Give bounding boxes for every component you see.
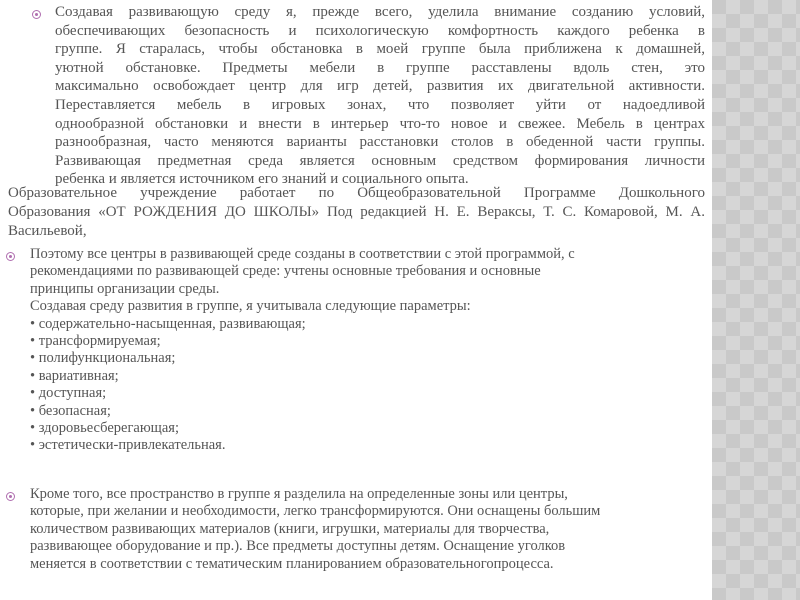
bullet-icon xyxy=(6,492,15,501)
text-line: • трансформируемая; xyxy=(30,333,161,350)
decorative-pattern-strip xyxy=(712,0,800,600)
text-line: Поэтому все центры в развивающей среде созданы в соответствии с этой программой, с xyxy=(30,246,575,262)
text-line: обеспечивающих безопасность и психологическую комфортность каждого ребенка в xyxy=(55,22,705,39)
text-line: уютной обстановке. Предметы мебели в группе расставлены вдоль стен, это xyxy=(55,59,705,76)
text-line: рекомендациями по развивающей среде: учтены основные требования и основные xyxy=(30,263,541,280)
text-line: • доступная; xyxy=(30,385,107,402)
text-line: меняется в соответствии с тематическим планированием образовательногопроцесса. xyxy=(30,555,554,572)
text-line: Кроме того, все пространство в группе я разделила на определенные зоны или центры, xyxy=(30,486,568,502)
text-line: однообразной обстановки и внести в интерьер что-то новое и свежее. Мебель в центрах xyxy=(55,115,705,132)
paragraph-parameters xyxy=(30,246,700,455)
text-line: Образовательное учреждение работает по Общеобразовательной Программе Дошкольного xyxy=(8,185,705,201)
text-line: принципы организации среды. xyxy=(30,280,220,297)
bullet-icon xyxy=(32,10,41,19)
text-line: ребенка и является источником его знаний и социального опыта. xyxy=(55,171,469,188)
text-line: • вариативная; xyxy=(30,367,119,384)
text-line: максимально освобождает центр для игр детей, развития их двигательной активности. xyxy=(55,78,705,95)
text-line: количеством развивающих материалов (книги, игрушки, материалы для творчества, xyxy=(30,520,550,537)
text-line: • эстетически-привлекательная. xyxy=(30,437,226,454)
text-line: Создавая развивающую среду я, прежде всего, уделила внимание созданию условий, xyxy=(55,4,705,20)
bullet-icon xyxy=(6,252,15,261)
text-line: • здоровьесберегающая; xyxy=(30,420,179,437)
text-line: группе. Я старалась, чтобы обстановка в моей группе была приближена к домашней, xyxy=(55,41,705,58)
text-line: • содержательно-насыщенная, развивающая; xyxy=(30,315,306,332)
text-line: Переставляется мебель в игровых зонах, что позволяет уйти от надоедливой xyxy=(55,96,705,113)
paragraph-zones xyxy=(30,486,710,573)
text-line: Васильевой, xyxy=(8,223,87,239)
text-line: Создавая среду развития в группе, я учитывала следующие параметры: xyxy=(30,298,471,315)
text-line: • полифункциональная; xyxy=(30,350,176,367)
text-line: Развивающая предметная среда является основным средством формирования личности xyxy=(55,152,705,169)
text-line: разнообразная, часто меняются варианты расстановки столов в обеденной части группы. xyxy=(55,134,705,151)
paragraph-environment xyxy=(55,3,705,189)
text-line: которые, при желании и необходимости, легко трансформируются. Они оснащены большим xyxy=(30,503,601,520)
paragraph-program xyxy=(8,184,705,241)
text-line: развивающее оборудование и пр.). Все предметы доступны детям. Оснащение уголков xyxy=(30,538,566,555)
text-line: • безопасная; xyxy=(30,402,111,419)
text-line: Образования «ОТ РОЖДЕНИЯ ДО ШКОЛЫ» Под редакцией Н. Е. Вераксы, Т. С. Комаровой, М. А. xyxy=(8,204,705,220)
